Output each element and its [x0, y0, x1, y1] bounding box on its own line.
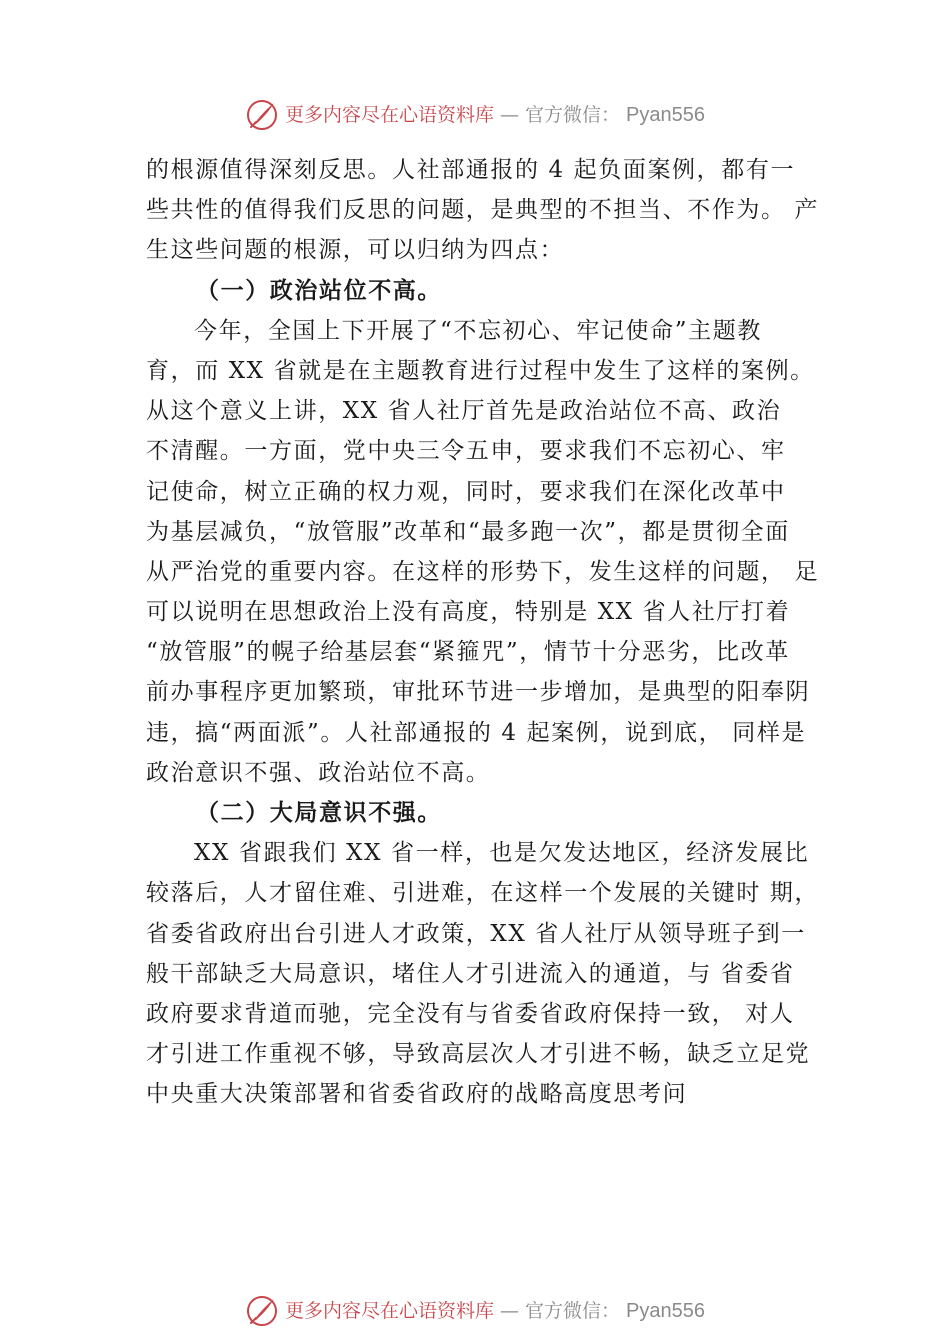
- body-line: 生这些问题的根源，可以归纳为四点：: [146, 237, 565, 264]
- watermark-wechat-label: 官方微信：: [525, 104, 621, 126]
- body-line: 从这个意义上讲，XX 省人社厅首先是政治站位不高、政治: [146, 398, 782, 425]
- body-line: 可以说明在思想政治上没有高度，特别是 XX 省人社厅打着: [146, 599, 791, 626]
- body-line: 中央重大决策部署和省委省政府的战略高度思考问: [146, 1081, 688, 1108]
- body-line: 前办事程序更加繁琐，审批环节进一步增加，是典型的阳奉阴: [146, 679, 811, 706]
- watermark-wechat-id: Pyan556: [626, 104, 705, 126]
- watermark-wechat-id: Pyan556: [626, 1300, 705, 1322]
- body-line: “放管服”的幌子给基层套“紧箍咒”，情节十分恶劣，比改革: [146, 639, 790, 666]
- body-line: 省委省政府出台引进人才政策，XX 省人社厅从领导班子到一: [146, 920, 806, 947]
- body-line: 较落后，人才留住难、引进难，在这样一个发展的关键时 期，: [146, 880, 820, 907]
- body-line: XX 省跟我们 XX 省一样，也是欠发达地区，经济发展比: [194, 840, 810, 867]
- body-line: 才引进工作重视不够，导致高层次人才引进不畅，缺乏立足党: [146, 1041, 811, 1068]
- body-line: 政治意识不强、政治站位不高。: [146, 759, 491, 786]
- body-line: 从严治党的重要内容。在这样的形势下，发生这样的问题， 足: [146, 558, 820, 585]
- watermark-dash: —: [500, 104, 520, 126]
- body-line: 为基层减负，“放管服”改革和“最多跑一次”，都是贯彻全面: [146, 518, 790, 545]
- quill-pen-logo-icon: [245, 98, 279, 132]
- body-line: 今年，全国上下开展了“不忘初心、牢记使命”主题教: [194, 317, 762, 344]
- body-line: 的根源值得深刻反思。人社部通报的 4 起负面案例，都有一: [146, 157, 796, 183]
- footer-watermark: [0, 1294, 950, 1328]
- section-heading-2: （二）大局意识不强。: [196, 799, 442, 826]
- body-line: 记使命，树立正确的权力观，同时，要求我们在深化改革中: [146, 478, 786, 505]
- document-body: [146, 150, 836, 1115]
- watermark-brand-text: 更多内容尽在心语资料库: [285, 1300, 495, 1322]
- body-line: 政府要求背道而驰，完全没有与省委省政府保持一致， 对人: [146, 1000, 795, 1027]
- body-line: 般干部缺乏大局意识，堵住人才引进流入的通道，与 省委省: [146, 960, 795, 987]
- body-line: 违，搞“两面派”。人社部通报的 4 起案例，说到底， 同样是: [146, 719, 807, 746]
- body-line: 不清醒。一方面，党中央三令五申，要求我们不忘初心、牢: [146, 438, 786, 465]
- body-line: 育，而 XX 省就是在主题教育进行过程中发生了这样的案例。: [146, 357, 815, 384]
- section-heading-1: （一）政治站位不高。: [196, 276, 442, 304]
- watermark-dash: —: [500, 1300, 520, 1322]
- watermark-brand-text: 更多内容尽在心语资料库: [285, 104, 495, 126]
- body-line: 些共性的值得我们反思的问题，是典型的不担当、不作为。 产: [146, 197, 820, 224]
- watermark-wechat-label: 官方微信：: [525, 1300, 621, 1322]
- quill-pen-logo-icon: [245, 1294, 279, 1328]
- header-watermark: [0, 98, 950, 132]
